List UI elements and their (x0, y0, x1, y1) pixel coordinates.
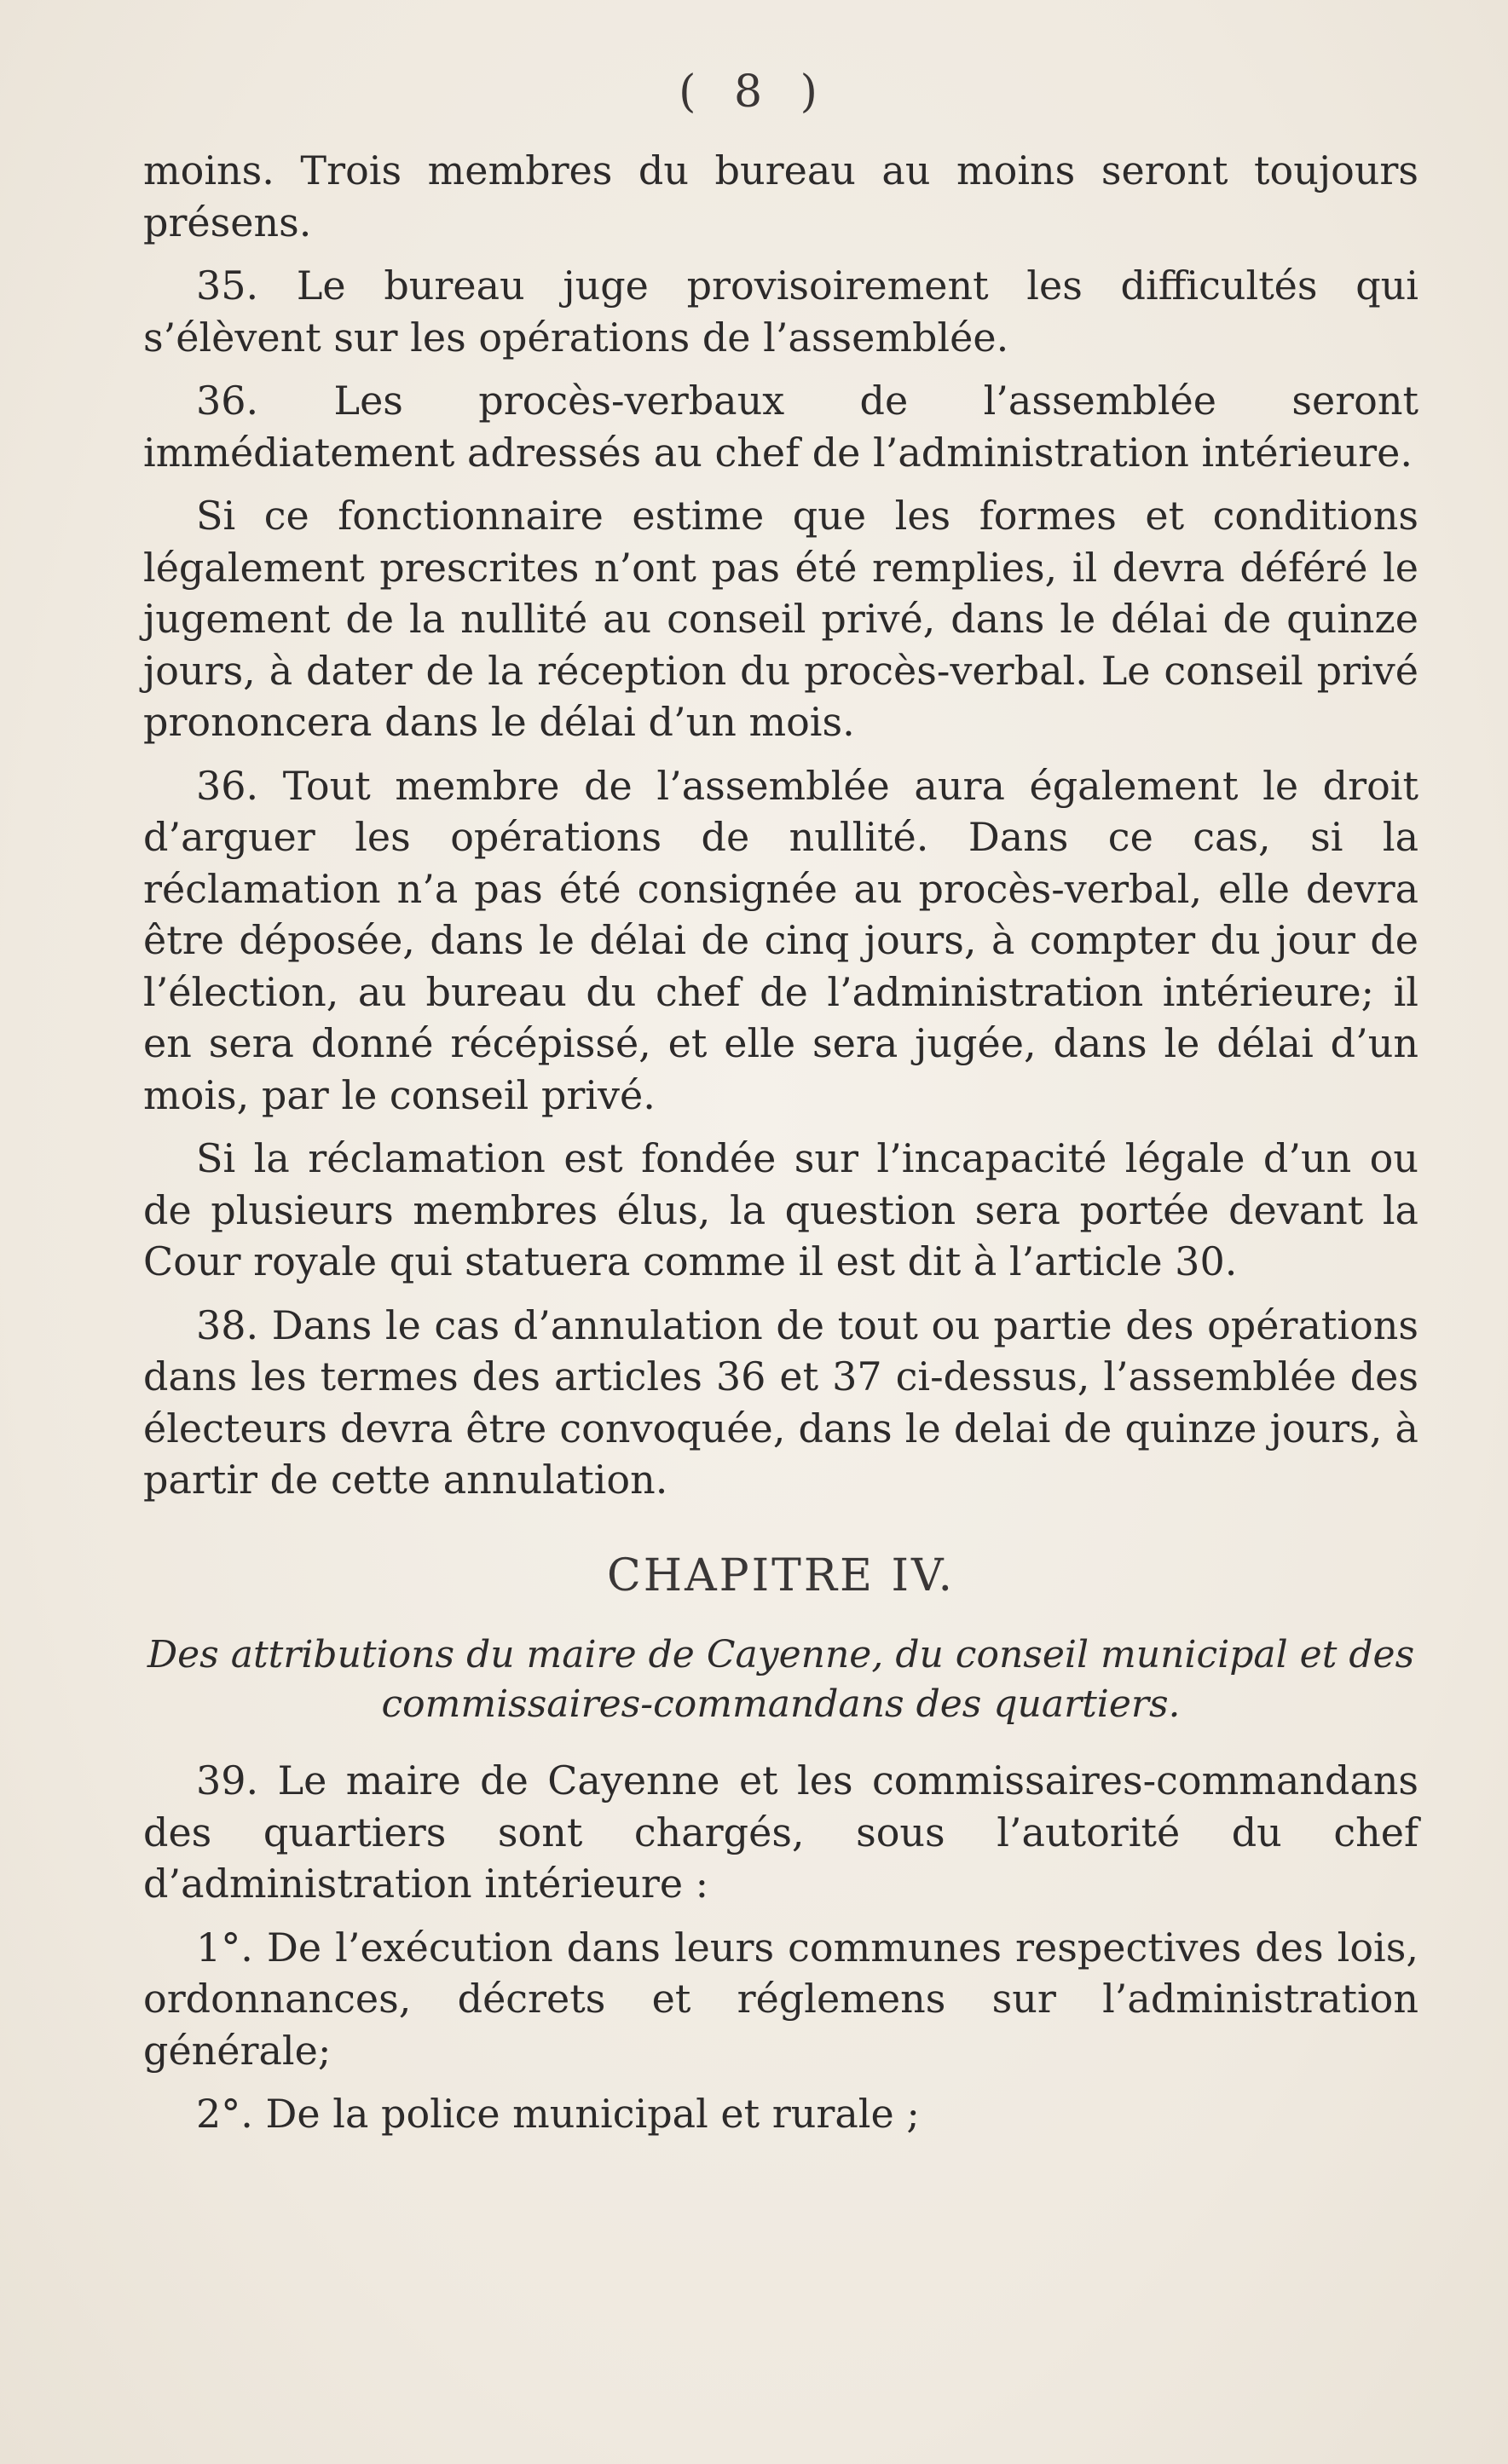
article-36-bis: 36. Tout membre de l’assemblée aura également le droit d’arguer les opérations de nullité. Dans ce cas, si la réclamation n’a pas été consignée au procès-verbal, elle devra être déposée, dans le délai de cinq jours, à compter du jour de l’élection, au bureau du chef de l’administration intérieure; il en sera donné récépissé, et elle sera jugée, dans le délai d’un mois, par le conseil privé. (143, 762, 1418, 1118)
chapter-title: CHAPITRE IV. (606, 1549, 956, 1601)
article-39-item-1: 1°. De l’exécution dans leurs communes respectives des lois, ordonnances, décrets et réglemens sur l’administration générale; (143, 1924, 1418, 2074)
article-35: 35. Le bureau juge provisoirement les difficultés qui s’élèvent sur les opérations de l’assemblée. (143, 263, 1418, 361)
article-39: 39. Le maire de Cayenne et les commissaires-commandans des quartiers sont chargés, sous l’autorité du chef d’administration intérieure : (143, 1757, 1418, 1907)
article-39-item-2: 2°. De la police municipal et rurale ; (196, 2091, 920, 2137)
chapter-subtitle: Des attributions du maire de Cayenne, du conseil municipal et des commissaires-commandans des quartiers. (147, 1633, 1415, 1726)
article-36-bis-paragraph-2: Si la réclamation est fondée sur l’incapacité légale d’un ou de plusieurs membres élus, la question sera portée devant la Cour royale qui statuera comme il est dit à l’article 30. (143, 1135, 1418, 1284)
article-36-paragraph-2: Si ce fonctionnaire estime que les formes et conditions légalement prescrites n’ont pas été remplies, il devra déféré le jugement de la nullité au conseil privé, dans le délai de quinze jours, à dater de la réception du procès-verbal. Le conseil privé prononcera dans le délai d’un mois. (143, 493, 1418, 745)
page-number: ( 8 ) (679, 66, 829, 118)
article-36: 36. Les procès-verbaux de l’assemblée seront immédiatement adressés au chef de l’administration intérieure. (143, 378, 1418, 476)
article-38: 38. Dans le cas d’annulation de tout ou partie des opérations dans les termes des articles 36 et 37 ci-dessus, l’assemblée des électeurs devra être convoquée, dans le delai de quinze jours, à partir de cette annulation. (143, 1301, 1418, 1503)
paragraph-continuation: moins. Trois membres du bureau au moins seront toujours présens. (143, 147, 1418, 245)
body-text (143, 145, 1418, 2152)
